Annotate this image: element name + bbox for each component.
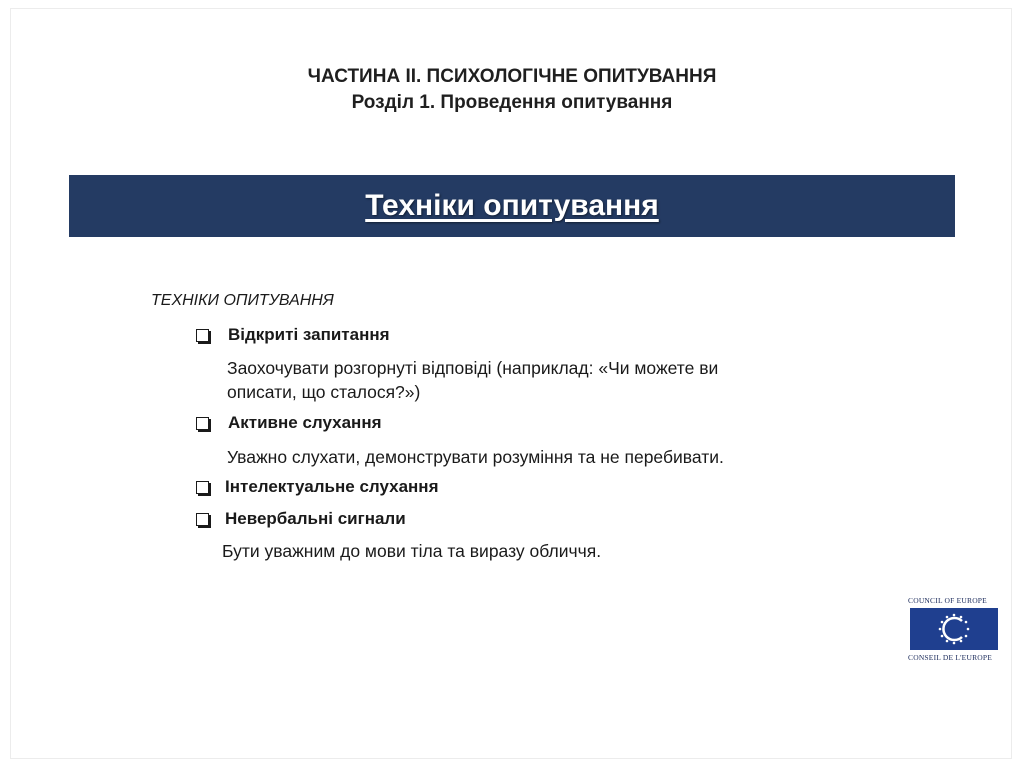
item-label: Відкриті запитання [228,325,390,344]
logo-bottom-text: CONSEIL DE L'EUROPE [908,653,993,662]
council-of-europe-logo [908,596,1000,662]
item-description [227,445,724,469]
checkbox-icon [196,417,209,430]
list-item [196,325,390,345]
checkbox-icon [196,513,209,526]
logo-emblem-icon [910,608,998,650]
checkbox-icon [196,481,209,494]
item-description [222,539,601,563]
part-title: ЧАСТИНА ІІ. ПСИХОЛОГІЧНЕ ОПИТУВАННЯ [307,66,717,87]
description-line: Уважно слухати, демонструвати розуміння та не перебивати. [227,447,724,467]
techniques-heading: ТЕХНІКИ ОПИТУВАННЯ [151,292,334,309]
logo-flag [910,608,998,650]
description-line: описати, що сталося?») [227,382,421,402]
item-label: Інтелектуальне слухання [225,477,439,496]
section-title: Розділ 1. Проведення опитування [351,92,673,113]
list-item [196,509,406,529]
logo-top-text: COUNCIL OF EUROPE [908,596,987,605]
banner-title: Техніки опитування [365,189,659,222]
item-label: Активне слухання [228,413,382,432]
item-description [227,356,718,404]
description-line: Бути уважним до мови тіла та виразу обличчя. [222,541,602,561]
checkbox-icon [196,329,209,342]
list-item [196,477,439,497]
item-label: Невербальні сигнали [225,509,406,528]
list-item [196,413,382,433]
description-line: Заохочувати розгорнуті відповіді (наприклад: «Чи можете ви [227,358,719,378]
